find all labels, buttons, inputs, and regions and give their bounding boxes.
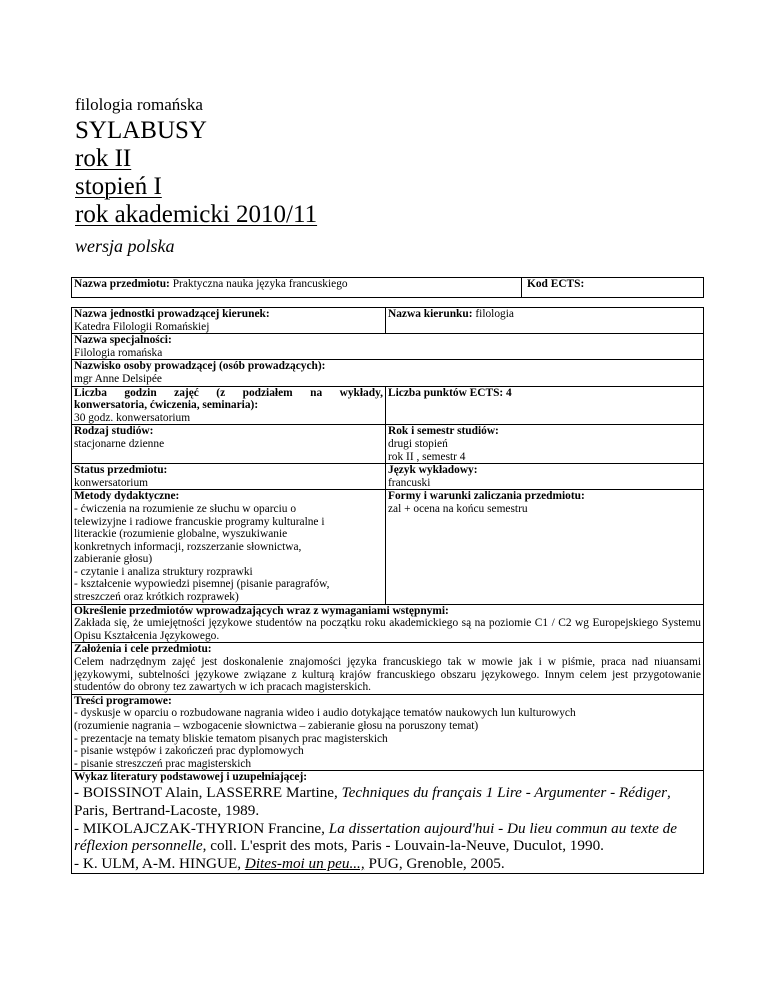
goals-cell <box>72 643 704 694</box>
literature-item <box>74 784 701 820</box>
literature-item <box>74 855 701 873</box>
spacer-cell <box>72 298 704 308</box>
row-methods <box>72 490 704 604</box>
methods-line: - czytanie i analiza struktury rozprawki <box>74 565 253 578</box>
content-label: Treści programowe: <box>74 694 172 707</box>
content-line: - pisanie wstępów i zakończeń prac dyplomowych <box>74 745 304 758</box>
hours-cell <box>72 386 386 425</box>
subject-value: Praktyczna nauka języka francuskiego <box>172 278 348 290</box>
literature-title: La dissertation aujourd'hui - Du lieu commun au texte de réflexion personnelle <box>74 819 677 855</box>
row-prereq <box>72 604 704 643</box>
methods-line: literackie (rozumienie globalne, wyszukiwanie <box>74 528 288 541</box>
year-sem-label: Rok i semestr studiów: <box>388 425 499 438</box>
literature-authors: - MIKOLAJCZAK-THYRION Francine, <box>74 819 329 837</box>
status-cell <box>72 464 386 490</box>
major-cell <box>386 308 704 334</box>
header-version: wersja polska <box>75 236 175 256</box>
ects-code-label: Kod ECTS: <box>527 278 585 290</box>
content-line: - prezentacje na tematy bliskie tematom pisanych prac magisterskich <box>74 732 388 745</box>
row-status <box>72 464 704 490</box>
assessment-label: Formy i warunki zaliczania przedmiotu: <box>388 490 585 503</box>
syllabus-table <box>71 277 704 874</box>
unit-value: Katedra Filologii Romańskiej <box>74 320 210 333</box>
study-type-label: Rodzaj studiów: <box>74 425 154 438</box>
literature-label: Wykaz literatury podstawowej i uzupełniającej: <box>74 771 308 784</box>
header-field: filologia romańska <box>75 95 203 114</box>
year-sem-cell <box>386 425 704 464</box>
ects-points-cell <box>386 386 704 425</box>
literature-title: Techniques du français 1 Lire - Argumenter - Rédiger <box>341 783 667 801</box>
row-unit <box>72 308 704 334</box>
methods-cell <box>72 490 386 604</box>
assessment-value: zal + ocena na końcu semestru <box>388 502 528 515</box>
header-year: rok II <box>75 145 132 172</box>
prereq-cell <box>72 604 704 643</box>
methods-line: konkretnych informacji, rozszerzanie słownictwa, <box>74 540 302 553</box>
unit-label: Nazwa jednostki prowadzącej kierunek: <box>74 308 270 320</box>
literature-title: Dites-moi un peu..., <box>244 855 365 873</box>
row-content <box>72 694 704 771</box>
hours-label-line2: konwersatoria, ćwiczenia, seminaria): <box>74 399 259 412</box>
year-sem-line2: rok II , semestr 4 <box>388 450 466 463</box>
prereq-label: Określenie przedmiotów wprowadzających wraz z wymaganiami wstępnymi: <box>74 604 449 617</box>
goals-label: Założenia i cele przedmiotu: <box>74 643 212 656</box>
goals-text: Celem nadrzędnym zajęć jest doskonalenie znajomości języka francuskiego tak w mowie jak i w piśmie, praca nad niuansami językowymi, subtelności językowe związane z kulturą krajów francuskiego obszaru językowego. Innym celem jest przygotowanie studentów do obrony tez zawartych w ich pracach magisterskich. <box>74 656 701 694</box>
literature-item <box>74 820 701 856</box>
literature-authors: - BOISSINOT Alain, LASSERRE Martine, <box>74 783 342 801</box>
hours-value: 30 godz. konwersatorium <box>74 411 191 424</box>
ects-points-label: Liczba punktów ECTS: 4 <box>388 386 512 399</box>
methods-line: telewizyjne i radiowe francuskie programy kulturalne i <box>74 515 325 528</box>
header-degree: stopień I <box>75 173 162 200</box>
lecturer-value: mgr Anne Delsipée <box>74 372 162 385</box>
prereq-text: Zakłada się, że umiejętności językowe studentów na początku roku akademickiego są na poziomie C1 / C2 wg Europejskiego Systemu Opisu Kształcenia Językowego. <box>74 617 701 642</box>
row-spacer <box>72 298 704 308</box>
content-line: (rozumienie nagrania – wzbogacenie słownictwa – zabieranie głosu na poruszony temat) <box>74 720 479 732</box>
row-subject <box>72 278 704 298</box>
row-goals <box>72 643 704 694</box>
methods-label: Metody dydaktyczne: <box>74 490 180 503</box>
lecturer-cell <box>72 360 704 386</box>
lecturer-label: Nazwisko osoby prowadzącej (osób prowadzących): <box>74 360 326 373</box>
assessment-cell <box>386 490 704 604</box>
study-type-cell <box>72 425 386 464</box>
major-label: Nazwa kierunku: <box>388 308 473 320</box>
methods-line: - kształcenie wypowiedzi pisemnej (pisanie paragrafów, <box>74 578 330 591</box>
status-value: konwersatorium <box>74 476 149 489</box>
literature-publisher: PUG, Grenoble, 2005. <box>364 855 505 873</box>
page-title: SYLABUSY <box>75 117 207 144</box>
row-literature <box>72 771 704 874</box>
spec-label: Nazwa specjalności: <box>74 334 172 347</box>
ects-code-cell <box>522 278 704 298</box>
literature-publisher: , coll. L'esprit des mots, Paris - Louvain-la-Neuve, Duculot, 1990. <box>202 837 604 855</box>
methods-line: zabieranie głosu) <box>74 553 153 566</box>
spec-cell <box>72 334 704 360</box>
hours-label-line1: Liczba godzin zajęć (z podziałem na wykłady, <box>74 386 383 399</box>
content-line: - pisanie streszczeń prac magisterskich <box>74 757 252 770</box>
language-cell <box>386 464 704 490</box>
spec-value: Filologia romańska <box>74 346 163 359</box>
subject-cell <box>72 278 522 298</box>
unit-cell <box>72 308 386 334</box>
methods-line: streszczeń oraz krótkich rozprawek) <box>74 591 239 604</box>
row-study-type <box>72 425 704 464</box>
row-lecturer <box>72 360 704 386</box>
literature-authors: - K. ULM, A-M. HINGUE, <box>74 855 245 873</box>
content-line: - dyskusje w oparciu o rozbudowane nagrania wideo i audio dotykające tematów naukowych lun kulturowych <box>74 707 576 720</box>
methods-line: - ćwiczenia na rozumienie ze słuchu w oparciu o <box>74 502 297 515</box>
study-type-value: stacjonarne dzienne <box>74 437 165 450</box>
year-sem-line1: drugi stopień <box>388 437 448 450</box>
subject-label: Nazwa przedmiotu: <box>74 278 170 290</box>
content-cell <box>72 694 704 771</box>
status-label: Status przedmiotu: <box>74 464 168 477</box>
row-spec <box>72 334 704 360</box>
header-academic-year: rok akademicki 2010/11 <box>75 201 318 228</box>
literature-publisher: , Paris, Bertrand-Lacoste, 1989. <box>74 783 671 819</box>
row-hours <box>72 386 704 425</box>
literature-cell <box>72 771 704 874</box>
language-label: Język wykładowy: <box>388 464 478 477</box>
language-value: francuski <box>388 476 431 489</box>
major-value: filologia <box>475 308 514 320</box>
